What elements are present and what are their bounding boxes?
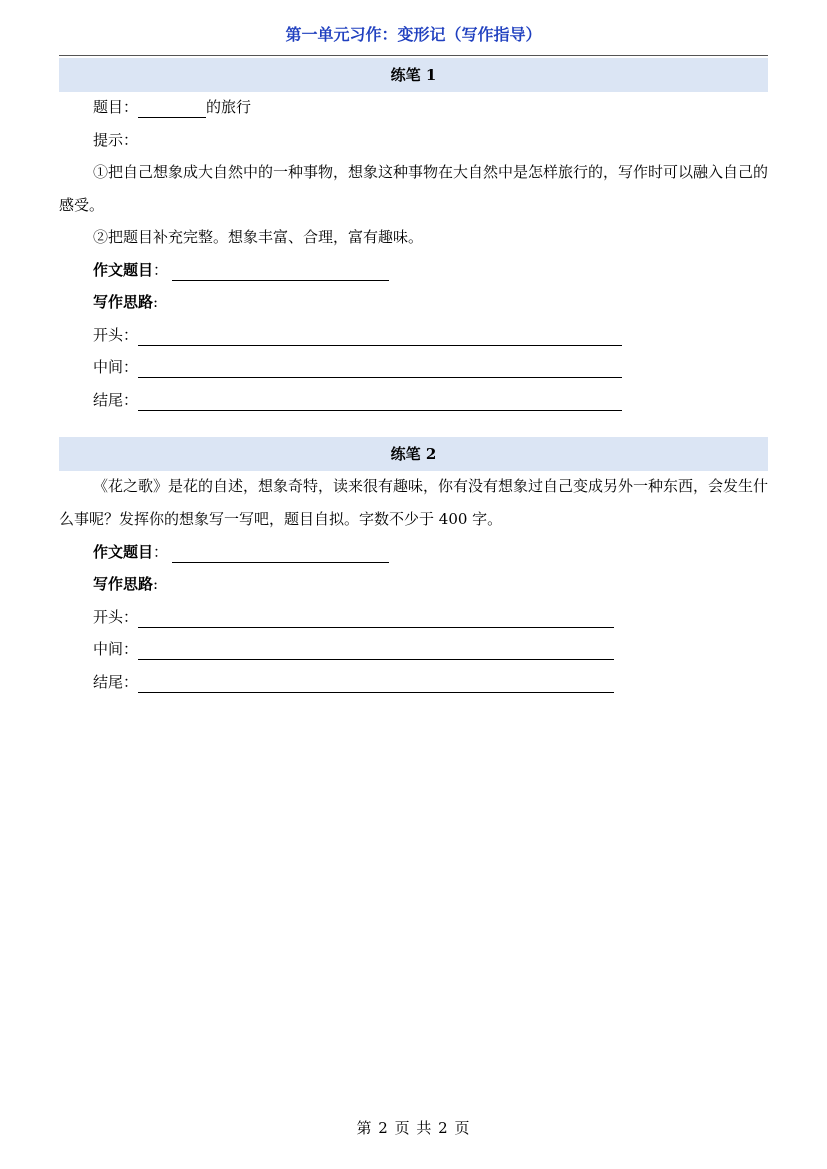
- start-blank[interactable]: [138, 329, 622, 346]
- exercise2-start-line: [93, 606, 614, 628]
- topic-suffix: 的旅行: [206, 98, 252, 116]
- exercise1-essay-title-line: [93, 259, 389, 281]
- essay-title-label: 作文题目: [93, 261, 154, 279]
- colon: ：: [153, 261, 169, 279]
- hint-1: ①把自己想象成大自然中的一种事物，想象这种事物在大自然中是怎样旅行的，写作时可以融入自己的感受。: [59, 163, 769, 214]
- exercise2-prompt: 《花之歌》是花的自述，想象奇特，读来很有趣味，你有没有想象过自己变成另外一种东西，会发生什么事呢？发挥你的想象写一写吧，题目自拟。字数不少于 400 字。: [59, 477, 769, 528]
- outline-colon: :: [153, 293, 159, 311]
- start-blank[interactable]: [138, 611, 614, 628]
- end-blank[interactable]: [138, 394, 622, 411]
- start-label: 开头：: [93, 608, 139, 626]
- end-blank[interactable]: [138, 676, 614, 693]
- exercise1-start-line: [93, 324, 622, 346]
- header-divider: [59, 55, 768, 56]
- exercise1-heading: 练笔 1: [59, 58, 768, 92]
- middle-blank[interactable]: [138, 361, 622, 378]
- exercise2-outline-line: [93, 573, 158, 595]
- exercise1-middle-line: [93, 356, 622, 378]
- exercise1-topic-line: [93, 96, 251, 118]
- exercise2-end-line: [93, 671, 614, 693]
- middle-label: 中间：: [93, 640, 139, 658]
- exercise1-end-line: [93, 389, 622, 411]
- topic-label: 题目：: [93, 98, 139, 116]
- middle-label: 中间：: [93, 358, 139, 376]
- hint-2: ②把题目补充完整。想象丰富、合理，富有趣味。: [93, 228, 424, 246]
- outline-label: 写作思路: [93, 293, 154, 311]
- topic-blank[interactable]: [138, 101, 206, 118]
- exercise1-outline-line: [93, 291, 158, 313]
- end-label: 结尾：: [93, 391, 139, 409]
- essay-title-label: 作文题目: [93, 543, 154, 561]
- page-header-title: 第一单元习作：变形记（写作指导）: [285, 25, 542, 44]
- outline-colon: :: [153, 575, 159, 593]
- colon: ：: [153, 543, 169, 561]
- page-number-footer: 第 2 页 共 2 页: [356, 1119, 471, 1137]
- essay-title-blank[interactable]: [172, 546, 389, 563]
- outline-label: 写作思路: [93, 575, 154, 593]
- exercise2-middle-line: [93, 638, 614, 660]
- exercise2-essay-title-line: [93, 541, 389, 563]
- essay-title-blank[interactable]: [172, 264, 389, 281]
- exercise2-heading: 练笔 2: [59, 437, 768, 471]
- middle-blank[interactable]: [138, 643, 614, 660]
- end-label: 结尾：: [93, 673, 139, 691]
- start-label: 开头：: [93, 326, 139, 344]
- hint-label: 提示：: [93, 131, 139, 149]
